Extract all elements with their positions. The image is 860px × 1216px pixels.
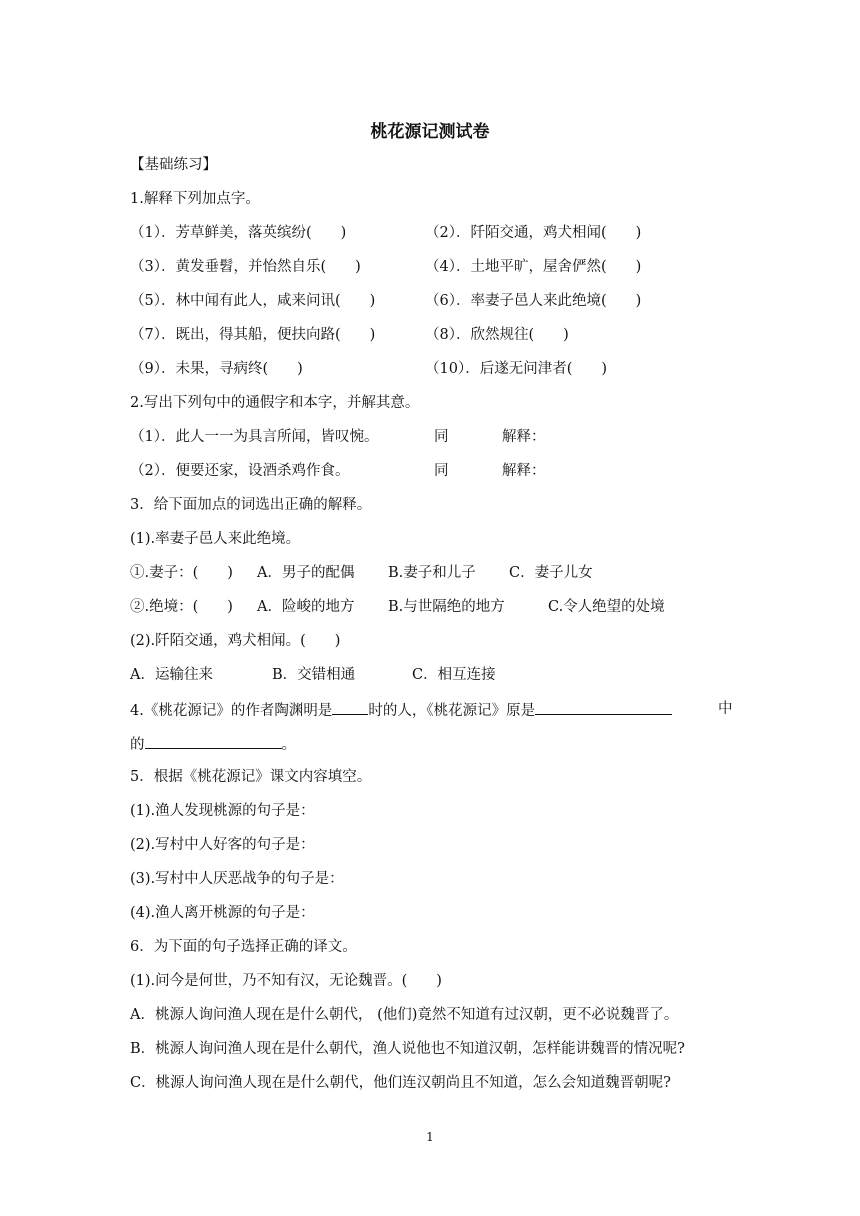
q4-text: 4.《桃花源记》的作者陶渊明是 [130,703,333,719]
q5-item: (1).渔人发现桃源的句子是： [130,803,315,819]
q5-item: (2).写村中人好客的句子是： [130,837,315,853]
q3-b-label: ②.绝境：( ) [130,599,233,615]
q6-option: B．桃源人询问渔人现在是什么朝代，渔人说他也不知道汉朝，怎样能讲魏晋的情况呢? [130,1041,685,1057]
q3-b-option: C.令人绝望的处境 [548,599,665,615]
q2-item-jieshi: 解释： [502,463,546,479]
q2-stem: 2.写出下列句中的通假字和本字，并解其意。 [130,395,420,411]
q3-a-option: B.妻子和儿子 [388,565,476,581]
q2-item-text: （2）．便要还家，设酒杀鸡作食。 [130,463,350,479]
q1-item: （10）．后遂无问津者( ) [425,361,608,377]
q1-item: （6）．率妻子邑人来此绝境( ) [425,293,642,309]
q1-item: （8）．欣然规往( ) [425,327,569,343]
q1-item: （5）．林中闻有此人，咸来问讯( ) [130,293,376,309]
q3-sub1: (1).率妻子邑人来此绝境。 [130,531,301,547]
q3-b-option: B.与世隔绝的地方 [388,599,505,615]
q2-item-jieshi: 解释： [502,429,546,445]
q4-line2 [130,733,296,755]
q4-line1 [130,699,672,721]
q1-item: （2）．阡陌交通，鸡犬相闻( ) [425,225,642,241]
q4-text: 时的人，《桃花源记》原是 [368,703,536,719]
q4-text: 。 [281,737,296,753]
q3-sub2: (2).阡陌交通，鸡犬相闻。( ) [130,633,341,649]
q6-sub1: (1).问今是何世，乃不知有汉，无论魏晋。( ) [130,973,442,989]
page-number: 1 [426,1130,434,1144]
q3-c-option: C．相互连接 [412,667,496,683]
q5-item: (4).渔人离开桃源的句子是： [130,905,315,921]
q5-item: (3).写村中人厌恶战争的句子是： [130,871,344,887]
q6-option: C．桃源人询问渔人现在是什么朝代，他们连汉朝尚且不知道，怎么会知道魏晋朝呢? [130,1075,671,1091]
q1-stem: 1.解释下列加点字。 [130,191,260,207]
q2-item-tong: 同 [434,463,449,479]
q6-option: A．桃源人询问渔人现在是什么朝代， (他们)竟然不知道有过汉朝，更不必说魏晋了。 [130,1007,679,1023]
q5-stem: 5．根据《桃花源记》课文内容填空。 [130,769,372,785]
q3-a-label: ①.妻子：( ) [130,565,233,581]
q3-a-option: C．妻子儿女 [509,565,593,581]
q2-item-tong: 同 [434,429,449,445]
q6-stem: 6．为下面的句子选择正确的译文。 [130,939,357,955]
q1-item: （4）．土地平旷，屋舍俨然( ) [425,259,642,275]
q1-item: （1）．芳草鲜美，落英缤纷( ) [130,225,347,241]
q3-b-option: A．险峻的地方 [257,599,355,615]
fill-blank[interactable] [535,699,672,715]
q4-text: 中 [718,701,733,717]
q4-text: 的 [130,737,145,753]
q3-a-option: A．男子的配偶 [257,565,355,581]
fill-blank[interactable] [145,733,282,749]
q3-stem: 3．给下面加点的词选出正确的解释。 [130,497,372,513]
q2-item-text: （1）．此人一一为具言所闻，皆叹惋。 [130,429,379,445]
q1-item: （7）．既出，得其船，便扶向路( ) [130,327,376,343]
q1-item: （3）．黄发垂髫，并怡然自乐( ) [130,259,361,275]
q1-item: （9）．未果，寻病终( ) [130,361,303,377]
q3-c-option: A．运输往来 [130,667,213,683]
fill-blank[interactable] [332,699,368,715]
q3-c-option: B．交错相通 [272,667,356,683]
page-title: 桃花源记测试卷 [370,122,490,142]
section-heading: 【基础练习】 [130,157,217,173]
